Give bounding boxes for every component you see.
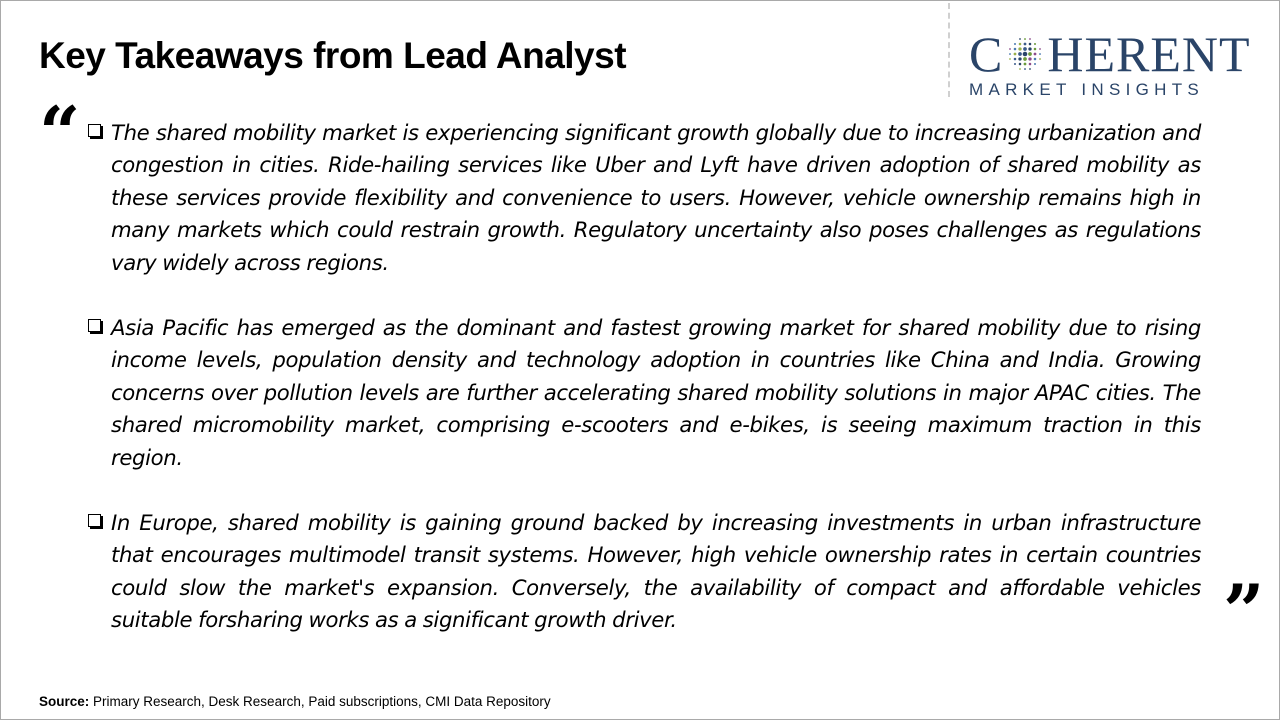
page-title: Key Takeaways from Lead Analyst bbox=[39, 35, 627, 76]
checkbox-icon bbox=[88, 319, 101, 332]
source-note bbox=[39, 694, 551, 709]
takeaway-text: In Europe, shared mobility is gaining ground backed by increasing investments in urban infrastructure that encourages multimodel transit systems. However, high vehicle ownership rates in certain countries could slow the market's expansion. Conversely, the availability of compact and affordable vehicles suitable forsharing works as a significant growth driver. bbox=[111, 510, 1201, 633]
takeaway-list bbox=[87, 117, 1201, 670]
checkbox-icon bbox=[88, 514, 101, 527]
takeaway-text: Asia Pacific has emerged as the dominant and fastest growing market for shared mobility due to rising income levels, population density and technology adoption in countries like China and India. Growing concerns over pollution levels are further accelerating shared mobility solutions in major APAC cities. The shared micromobility market, comprising e-scooters and e-bikes, is seeing maximum traction in this region. bbox=[111, 315, 1201, 470]
source-text: Primary Research, Desk Research, Paid subscriptions, CMI Data Repository bbox=[89, 694, 551, 709]
dotted-globe-icon bbox=[1005, 34, 1045, 74]
takeaway-item bbox=[87, 312, 1201, 474]
close-quote-icon: ” bbox=[1223, 568, 1265, 653]
logo-wordmark bbox=[969, 26, 1261, 82]
takeaway-item bbox=[87, 507, 1201, 637]
source-label: Source: bbox=[39, 694, 90, 709]
logo-word-start: C bbox=[969, 26, 1004, 82]
open-quote-icon: “ bbox=[39, 90, 81, 175]
takeaway-item bbox=[87, 117, 1201, 279]
takeaway-text: The shared mobility market is experiencing significant growth globally due to increasing urbanization and congestion in cities. Ride-hailing services like Uber and Lyft have driven adoption of shared mobility as these services provide flexibility and convenience to users. However, vehicle ownership remains high in many markets which could restrain growth. Regulatory uncertainty also poses challenges as regulations vary widely across regions. bbox=[111, 120, 1201, 275]
logo-word-end: HERENT bbox=[1047, 26, 1251, 82]
company-logo bbox=[969, 26, 1261, 101]
checkbox-icon bbox=[88, 124, 101, 137]
logo-subtitle: MARKET INSIGHTS bbox=[969, 80, 1205, 99]
header-divider bbox=[948, 3, 950, 97]
